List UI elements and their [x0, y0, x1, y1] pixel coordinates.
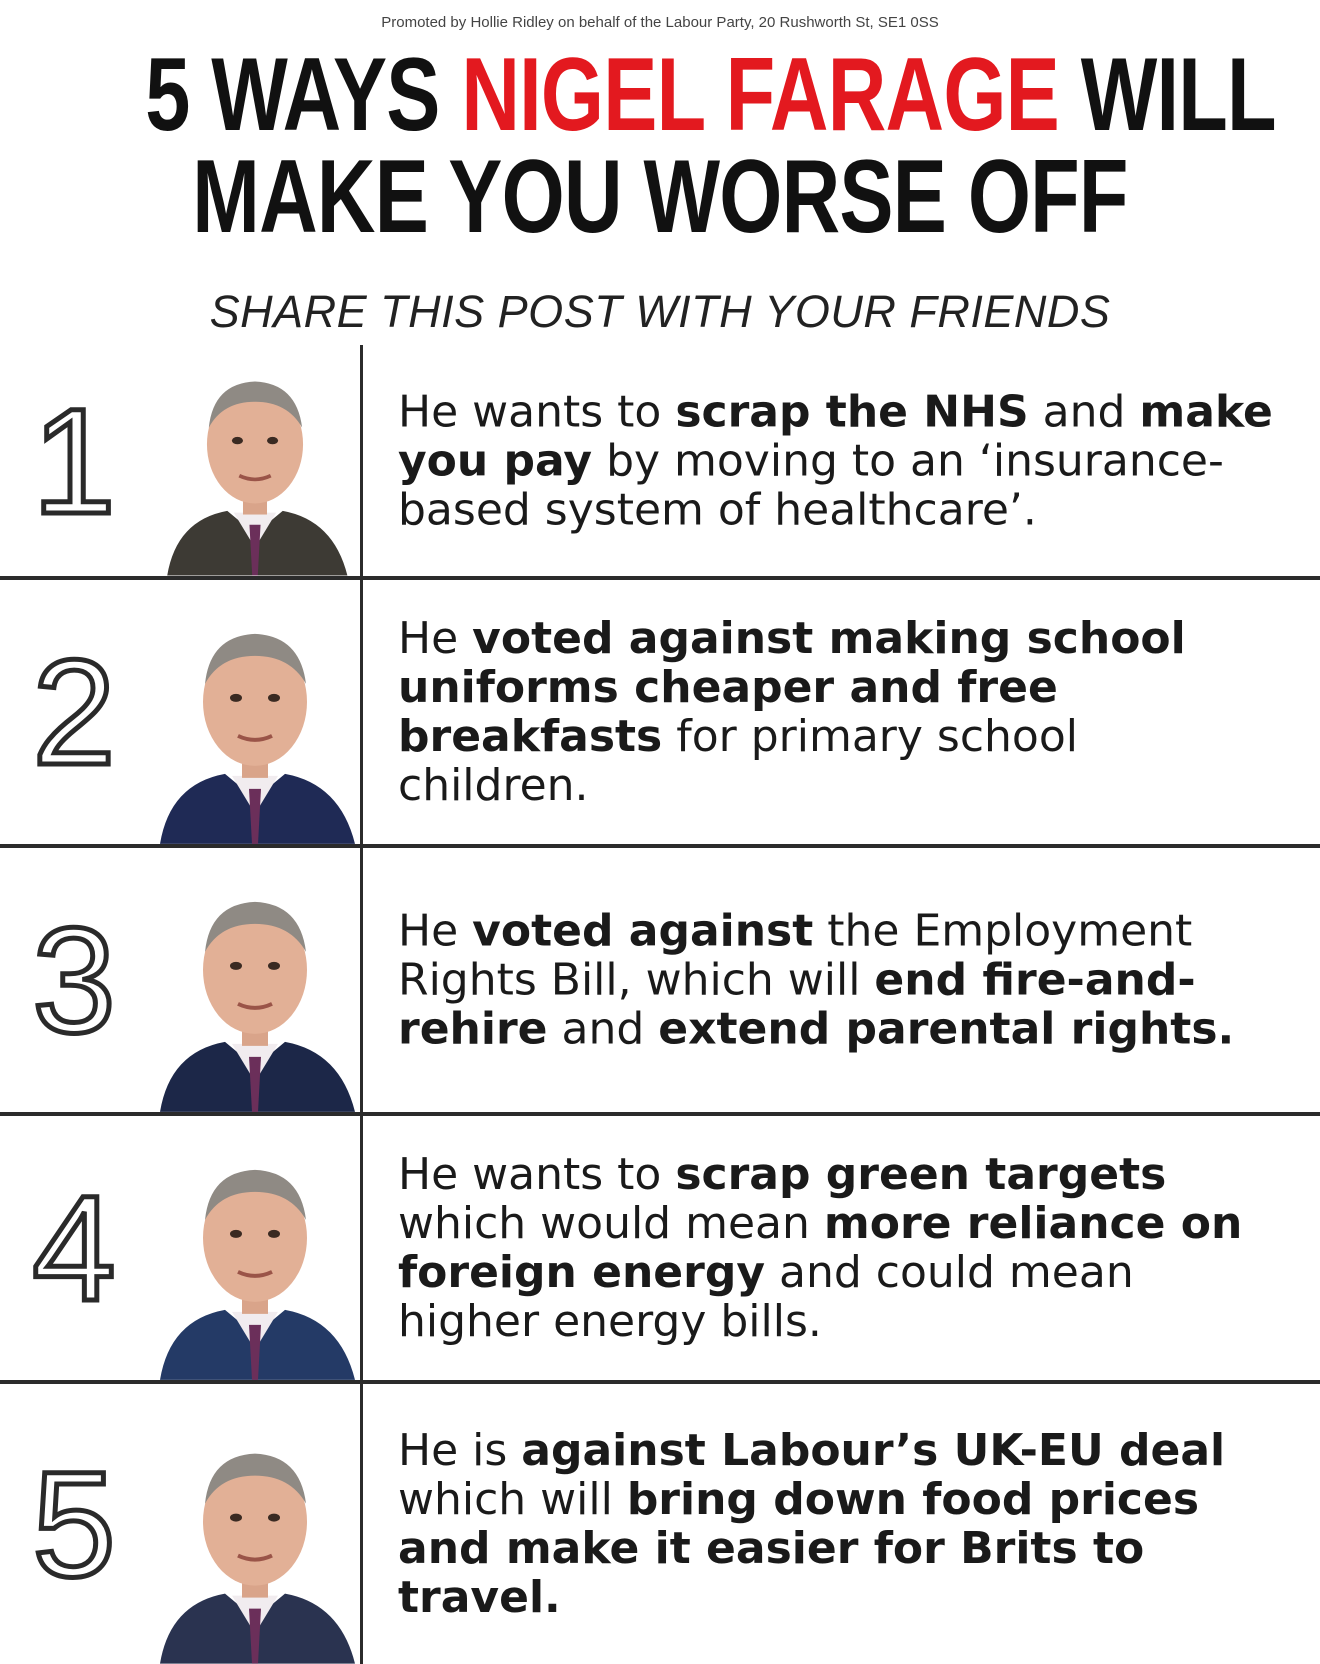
portrait-photo	[150, 1406, 360, 1664]
headline-name: NIGEL FARAGE	[461, 37, 1059, 153]
headline-pre: 5 WAYS	[145, 37, 462, 153]
reason-text: He wants to scrap green targets which would mean more reliance on foreign energy and could mean higher energy bills.	[398, 1149, 1243, 1347]
headline-line2: MAKE YOU WORSE OFF	[192, 139, 1128, 255]
reason-number: 3	[32, 896, 116, 1064]
reason-row-4	[0, 1116, 1320, 1384]
reason-number: 4	[32, 1164, 116, 1332]
reasons-list	[0, 345, 1320, 1664]
reason-text: He wants to scrap the NHS and make you pay by moving to an ‘insurance-based system of healthcare’.	[398, 386, 1273, 535]
column-divider	[360, 1384, 363, 1664]
headline-post: WILL	[1058, 37, 1276, 153]
reason-text: He voted against the Employment Rights Bill, which will end fire-and-rehire and extend parental rights.	[398, 905, 1235, 1055]
reason-row-1	[0, 345, 1320, 580]
reason-text: He is against Labour’s UK-EU deal which will bring down food prices and make it easier for Brits to travel.	[398, 1425, 1226, 1623]
column-divider	[360, 1116, 363, 1380]
reason-number: 2	[32, 628, 116, 796]
reason-number: 1	[32, 376, 116, 545]
headline	[145, 37, 1276, 255]
reason-number: 5	[32, 1440, 116, 1608]
reason-row-2	[0, 580, 1320, 848]
column-divider	[360, 580, 363, 844]
reason-text: He voted against making school uniforms cheaper and free breakfasts for primary school children.	[398, 613, 1186, 811]
reason-row-5	[0, 1384, 1320, 1664]
column-divider	[360, 848, 363, 1112]
reason-row-3	[0, 848, 1320, 1116]
promoted-by-notice: Promoted by Hollie Ridley on behalf of the Labour Party, 20 Rushworth St, SE1 0SS	[381, 14, 939, 31]
portrait-photo	[150, 363, 360, 576]
portrait-photo	[150, 869, 360, 1112]
portrait-photo	[150, 1137, 360, 1380]
portrait-photo	[150, 601, 360, 844]
share-callout: SHARE THIS POST WITH YOUR FRIENDS	[209, 286, 1111, 337]
column-divider	[360, 345, 363, 576]
